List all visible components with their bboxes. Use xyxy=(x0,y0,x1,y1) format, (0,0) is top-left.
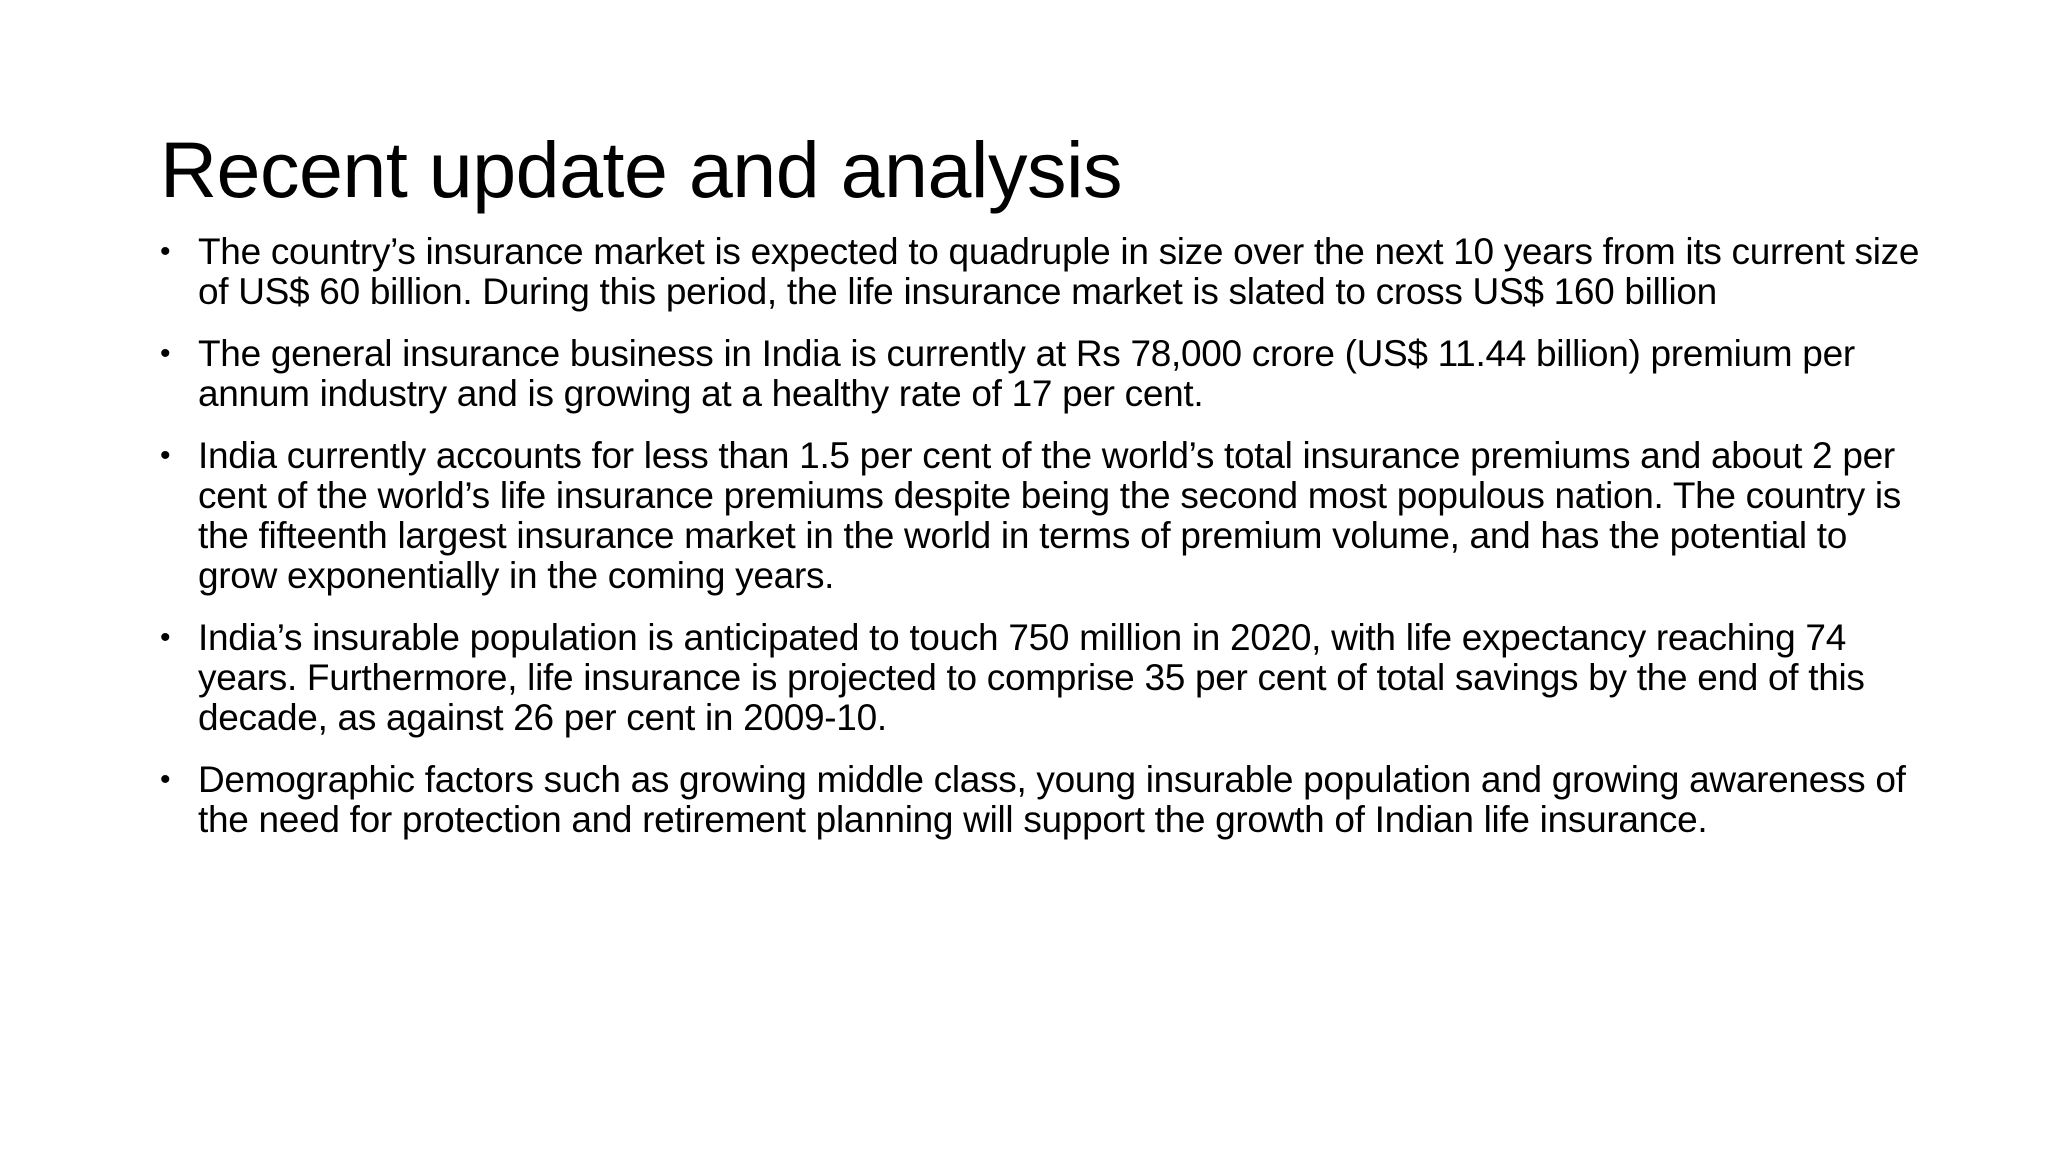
bullet-text: The country’s insurance market is expected to quadruple in size over the next 10 years from its current size of US$ 60 billion. During this period, the life insurance market is slated to cross US$ 160 billion xyxy=(198,231,1920,312)
bullet-item xyxy=(160,436,1920,596)
bullet-text: India’s insurable population is anticipated to touch 750 million in 2020, with life expectancy reaching 74 years. Furthermore, life insurance is projected to comprise 35 per cent of total savings by the end of this decade, as against 26 per cent in 2009-10. xyxy=(198,617,1865,738)
slide-title: Recent update and analysis xyxy=(160,125,1123,214)
bullet-dot-icon: • xyxy=(160,439,171,472)
bullet-item xyxy=(160,760,1920,840)
bullet-dot-icon: • xyxy=(160,235,171,268)
bullet-text: Demographic factors such as growing middle class, young insurable population and growing awareness of the need for protection and retirement planning will support the growth of Indian life insurance. xyxy=(198,759,1906,840)
bullet-item xyxy=(160,232,1920,312)
bullet-list xyxy=(160,232,1920,862)
bullet-dot-icon: • xyxy=(160,621,171,654)
bullet-text: The general insurance business in India is currently at Rs 78,000 crore (US$ 11.44 billion) premium per annum industry and is growing at a healthy rate of 17 per cent. xyxy=(198,333,1855,414)
bullet-text: India currently accounts for less than 1.5 per cent of the world’s total insurance premiums and about 2 per cent of the world’s life insurance premiums despite being the second most populous nation. The country is the fifteenth largest insurance market in the world in terms of premium volume, and has the potential to grow exponentially in the coming years. xyxy=(198,435,1902,596)
bullet-dot-icon: • xyxy=(160,337,171,370)
bullet-dot-icon: • xyxy=(160,763,171,796)
bullet-item xyxy=(160,618,1920,738)
bullet-item xyxy=(160,334,1920,414)
